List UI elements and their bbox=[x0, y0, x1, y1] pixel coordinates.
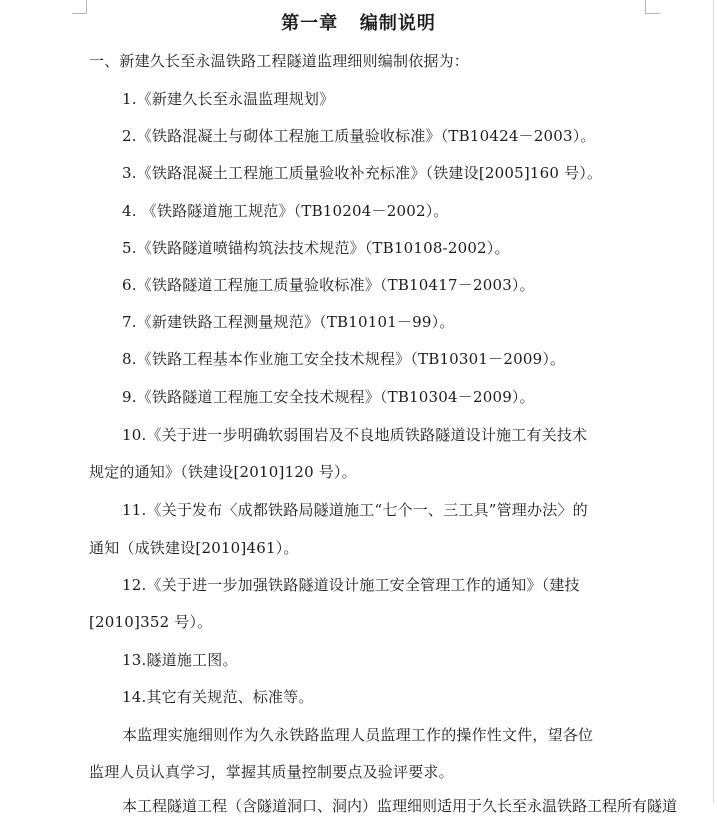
cut-off-line-text: 本工程隧道工程（含隧道洞口、洞内）监理细则适用于久长至永温铁路工程所有隧道 bbox=[122, 797, 678, 815]
basis-item-8: 8.《铁路工程基本作业施工安全技术规程》（TB10301－2009）。 bbox=[122, 350, 566, 368]
basis-item-6: 6.《铁路隧道工程施工质量验收标准》（TB10417－2003）。 bbox=[122, 276, 535, 294]
basis-item-4: 4. 《铁路隧道施工规范》（TB10204－2002）。 bbox=[122, 202, 449, 220]
basis-item-12-line-2: [2010]352 号）。 bbox=[89, 613, 213, 631]
basis-item-7: 7.《新建铁路工程测量规范》（TB10101－99）。 bbox=[122, 313, 455, 331]
cut-off-line bbox=[90, 796, 678, 815]
basis-item-5: 5.《铁路隧道喷锚构筑法技术规范》（TB10108-2002）。 bbox=[122, 239, 510, 257]
basis-item-10-line-2: 规定的通知》（铁建设[2010]120 号）。 bbox=[89, 463, 357, 481]
basis-item-14: 14.其它有关规范、标准等。 bbox=[122, 688, 314, 706]
section-heading: 一、新建久长至永温铁路工程隧道监理细则编制依据为： bbox=[89, 52, 470, 70]
basis-item-3: 3.《铁路混凝土工程施工质量验收补充标准》（铁建设[2005]160 号）。 bbox=[122, 164, 603, 182]
basis-item-2: 2.《铁路混凝土与砌体工程施工质量验收标准》（TB10424－2003）。 bbox=[122, 127, 596, 145]
basis-item-11-line-2: 通知（成铁建设[2010]461）。 bbox=[89, 539, 299, 557]
basis-item-11-line-1: 11.《关于发布〈成都铁路局隧道施工“七个一、三工具”管理办法〉的 bbox=[122, 501, 588, 519]
basis-item-13: 13.隧道施工图。 bbox=[122, 651, 238, 669]
basis-item-1: 1.《新建久长至永温监理规划》 bbox=[122, 90, 335, 108]
basis-item-9: 9.《铁路隧道工程施工安全技术规程》（TB10304－2009）。 bbox=[122, 388, 535, 406]
closing-paragraph-line-2: 监理人员认真学习，掌握其质量控制要点及验评要求。 bbox=[89, 763, 454, 781]
basis-item-10-line-1: 10.《关于进一步明确软弱围岩及不良地质铁路隧道设计施工有关技术 bbox=[122, 426, 588, 444]
closing-paragraph-line-1: 本监理实施细则作为久永铁路监理人员监理工作的操作性文件，望各位 bbox=[122, 726, 594, 744]
basis-item-12-line-1: 12.《关于进一步加强铁路隧道设计施工安全管理工作的通知》（建技 bbox=[122, 576, 580, 594]
chapter-title: 第一章 编制说明 bbox=[281, 13, 436, 34]
page-edge-rule bbox=[713, 0, 714, 803]
